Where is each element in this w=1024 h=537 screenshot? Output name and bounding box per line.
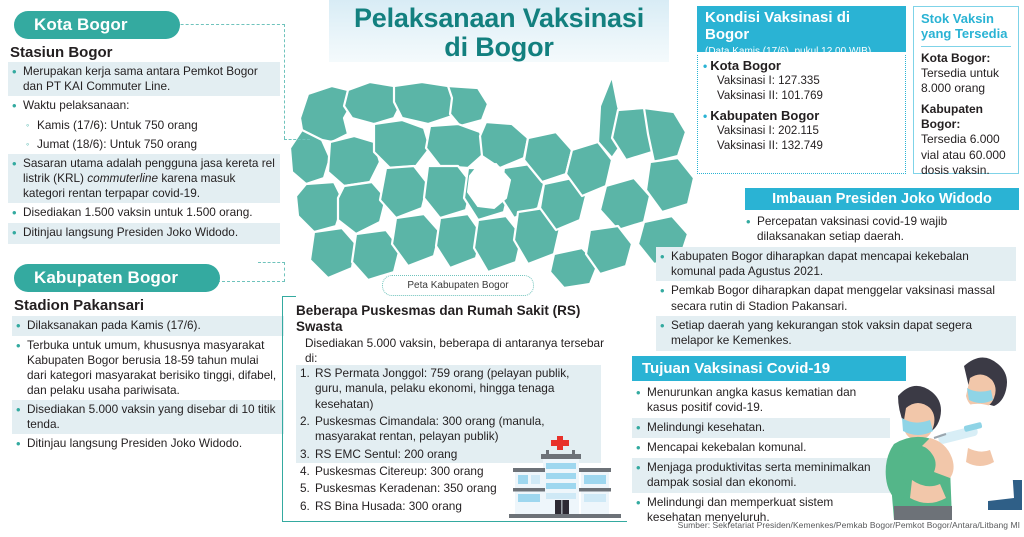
list-item-label: Disediakan 5.000 vaksin yang disebar di 10 titik tenda. (27, 402, 276, 432)
list-item (12, 400, 284, 434)
bogor-regency-map (282, 46, 702, 296)
list-item (12, 336, 284, 400)
list-item-label: Sasaran utama adalah pengguna jasa kereta rel listrik (KRL) commuterline karena masuk kategori rentan terpapar covid-19. (23, 156, 275, 201)
list-item-label: Puskesmas Citereup: 300 orang (315, 463, 484, 478)
bullet-icon: • (12, 97, 17, 113)
kondisi-value: Vaksinasi I: 127.335 (717, 75, 820, 88)
list-item-label: Menjaga produktivitas serta meminimalkan dampak sosial dan ekonomi. (647, 460, 871, 490)
tujuan-header: Tujuan Vaksinasi Covid-19 (632, 356, 906, 381)
page-title-line2: di Bogor (444, 32, 554, 63)
stok-divider (921, 46, 1011, 47)
list-item (12, 434, 284, 454)
stok-entry-value: Tersedia 6.000 vial atau 60.000 dosis vaksin. (921, 132, 1006, 178)
list-item-number: 3. (300, 446, 310, 461)
kondisi-value: Vaksinasi II: 101.769 (717, 90, 823, 103)
list-item-label: Waktu pelaksanaan: (23, 97, 130, 112)
page-title-line1: Pelaksanaan Vaksinasi (353, 3, 644, 33)
list-item-label: Setiap daerah yang kekurangan stok vaksin dapat segera melapor ke Kemenkes. (671, 317, 973, 348)
list-item-number: 2. (300, 413, 310, 428)
list-item-label: Percepatan vaksinasi covid-19 wajib dilaksanakan setiap daerah. (757, 214, 948, 244)
list-item (656, 212, 1016, 247)
list-kota-bogor (8, 62, 280, 244)
list-item-label: Merupakan kerja sama antara Pemkot Bogor dan PT KAI Commuter Line. (23, 64, 258, 93)
list-item-number: 5. (300, 481, 310, 496)
list-item (8, 116, 280, 135)
list-item-number: 4. (300, 463, 310, 478)
bullet-icon: • (636, 460, 641, 476)
bullet-icon: • (12, 205, 17, 221)
list-item (656, 247, 1016, 282)
kondisi-group-title (703, 108, 900, 124)
map-caption: Peta Kabupaten Bogor (382, 275, 534, 296)
bullet-icon: • (660, 248, 665, 264)
list-item (8, 223, 280, 243)
bullet-icon: • (16, 318, 21, 333)
kondisi-value: Vaksinasi I: 202.115 (717, 124, 819, 137)
kondisi-subtitle: (Data Kamis (17/6), pukul 12.00 WIB) (705, 45, 872, 57)
puskesmas-frame-top (282, 296, 296, 297)
stok-title-line2: yang Tersedia (921, 25, 1008, 41)
kondisi-group (703, 58, 900, 105)
stok-title (921, 12, 1011, 42)
list-item-label: Ditinjau langsung Presiden Joko Widodo. (27, 436, 243, 451)
subheading-stadion-pakansari: Stadion Pakansari (14, 297, 145, 314)
connector-kota-vert (284, 24, 285, 139)
hospital-illustration (505, 432, 625, 520)
kondisi-value: Vaksinasi II: 132.749 (717, 140, 823, 153)
list-item (8, 96, 280, 116)
kondisi-group-label: Kota Bogor (710, 58, 781, 73)
connector-kabupaten-vert (284, 262, 285, 282)
bullet-icon: • (636, 385, 641, 400)
list-item-label: Ditinjau langsung Presiden Joko Widodo. (23, 225, 239, 240)
bullet-icon: • (16, 338, 21, 354)
emphasis-text: commuterline (87, 171, 159, 186)
bullet-icon: • (16, 402, 21, 418)
list-item (632, 438, 890, 458)
bullet-icon: • (660, 283, 665, 299)
kondisi-body (697, 55, 906, 174)
connector-kabupaten-elbow (258, 262, 285, 263)
list-item (12, 316, 284, 336)
list-item-label: Kabupaten Bogor diharapkan dapat mencapai kekebalan komunal pada Agustus 2021. (671, 248, 969, 278)
list-item (656, 316, 1016, 351)
list-item-label: Dilaksanakan pada Kamis (17/6). (27, 318, 201, 332)
badge-kota-bogor: Kota Bogor (14, 11, 180, 39)
sub-bullet-icon: ◦ (26, 139, 30, 150)
kondisi-group-title (703, 58, 900, 74)
list-item-label: Pemkab Bogor diharapkan dapat menggelar vaksinasi massal secara rutin di Stadion Pakansari. (671, 283, 995, 313)
stok-entries (921, 51, 1011, 179)
stok-entry-value: Tersedia untuk 8.000 orang (921, 65, 1000, 96)
map-svg (282, 46, 702, 296)
list-item (632, 458, 890, 493)
list-imbauan (656, 212, 1016, 351)
bullet-icon: • (636, 494, 641, 510)
list-item-label: RS Permata Jonggol: 759 orang (pelayan publik, guru, manula, pelaku ekonomi, hingga tenaga kesehatan) (315, 366, 570, 411)
list-item-label: Puskesmas Keradenan: 350 orang (315, 481, 497, 496)
heading-puskesmas: Beberapa Puskesmas dan Rumah Sakit (RS) Swasta (296, 303, 581, 335)
bullet-icon: • (660, 317, 665, 333)
bullet-icon: • (636, 419, 641, 435)
list-tujuan (632, 383, 890, 527)
list-item-number: 1. (300, 366, 310, 380)
list-item (8, 62, 280, 96)
badge-kabupaten-bogor: Kabupaten Bogor (14, 264, 220, 292)
list-item (656, 281, 1016, 316)
puskesmas-intro: Disediakan 5.000 vaksin, beberapa di antaranya tersebar di: (305, 336, 605, 366)
bullet-icon: • (12, 64, 17, 79)
list-item (8, 154, 280, 203)
stok-title-line1: Stok Vaksin (921, 11, 994, 26)
bullet-icon: • (746, 214, 751, 229)
list-item (8, 203, 280, 223)
list-item-label: Mencapai kekebalan komunal. (647, 439, 807, 454)
list-item-label: RS EMC Sentul: 200 orang (315, 446, 458, 461)
subheading-stasiun-bogor: Stasiun Bogor (10, 44, 113, 61)
bullet-icon: • (703, 59, 708, 73)
bullet-icon: • (16, 436, 21, 452)
list-item (8, 135, 280, 154)
sub-bullet-icon: ◦ (26, 120, 30, 131)
list-item-label: Melindungi kesehatan. (647, 419, 766, 434)
stok-vaksin-panel (913, 6, 1019, 178)
bullet-icon: • (636, 439, 641, 455)
kondisi-group (703, 108, 900, 155)
bullet-icon: • (12, 156, 17, 172)
bullet-icon: • (703, 108, 708, 123)
list-item-label: Menurunkan angka kasus kematian dan kasus positif covid-19. (647, 385, 857, 415)
kondisi-group-label: Kabupaten Bogor (710, 107, 820, 123)
connector-kota-elbow (284, 139, 310, 140)
kondisi-title: Kondisi Vaksinasi di Bogor (705, 9, 851, 43)
vaccination-illustration (872, 352, 1024, 520)
list-kabupaten-bogor (12, 316, 284, 454)
imbauan-header: Imbauan Presiden Joko Widodo (745, 188, 1019, 210)
list-item-label: Puskesmas Cimandala: 300 orang (manula, masyarakat rentan, pelayan publik) (315, 413, 545, 444)
list-item-number: 6. (300, 498, 310, 513)
ordered-list-item (296, 365, 601, 413)
stok-entry-label: Kabupaten Bogor: (921, 102, 984, 132)
list-item-label: Disediakan 1.500 vaksin untuk 1.500 orang. (23, 205, 253, 220)
list-item-label: Jumat (18/6): Untuk 750 orang (37, 137, 198, 152)
list-item (632, 418, 890, 438)
bullet-icon: • (12, 225, 17, 241)
source-credit: Sumber: Sekretariat Presiden/Kemenkes/Pemkab Bogor/Pemkot Bogor/Antara/Litbang MI (677, 520, 1020, 530)
kondisi-header (697, 6, 906, 57)
list-item-label: Melindungi dan memperkuat sistem kesehatan menyeluruh. (647, 494, 834, 525)
list-item-label: Terbuka untuk umum, khususnya masyarakat Kabupaten Bogor berusia 18-59 tahun mulai dari kategori masyarakat berisiko tinggi, difabel, dan pelaku usaha pariwisata. (27, 338, 277, 398)
list-item-label: Kamis (17/6): Untuk 750 orang (37, 118, 198, 133)
list-item (632, 383, 890, 418)
list-item-label: RS Bina Husada: 300 orang (315, 498, 462, 513)
stok-entry-label: Kota Bogor: (921, 50, 991, 65)
